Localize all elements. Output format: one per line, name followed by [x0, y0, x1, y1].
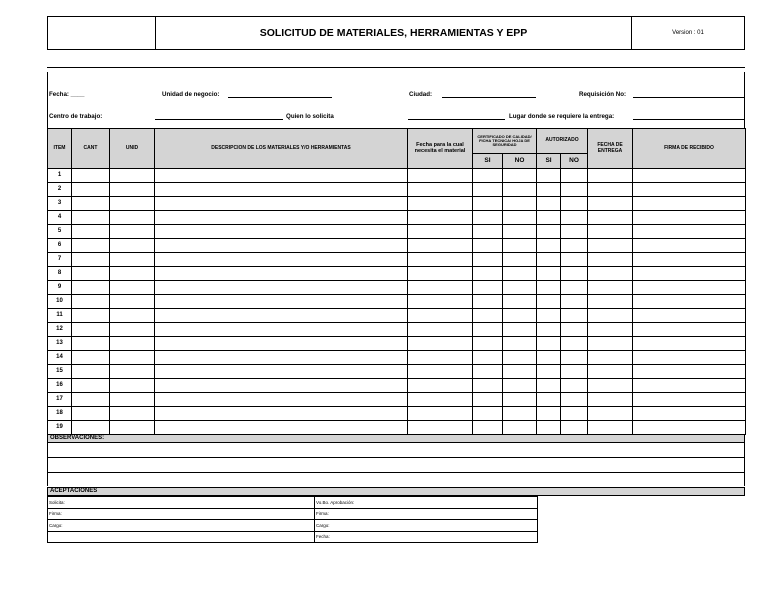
table-cell[interactable] — [155, 365, 408, 379]
table-cell[interactable] — [110, 407, 155, 421]
table-cell[interactable] — [503, 295, 537, 309]
table-cell[interactable] — [633, 225, 746, 239]
table-cell[interactable] — [155, 253, 408, 267]
table-row — [48, 169, 746, 183]
table-cell[interactable] — [588, 211, 633, 225]
table-cell[interactable] — [110, 323, 155, 337]
table-cell[interactable] — [561, 267, 588, 281]
table-cell[interactable] — [588, 421, 633, 435]
quien-label: Quien lo solicita — [286, 113, 334, 120]
table-cell[interactable] — [110, 351, 155, 365]
table-cell[interactable] — [473, 407, 503, 421]
table-cell[interactable] — [408, 365, 473, 379]
table-cell[interactable] — [72, 337, 110, 351]
table-cell[interactable] — [473, 169, 503, 183]
table-cell[interactable] — [633, 323, 746, 337]
table-cell[interactable] — [473, 281, 503, 295]
lugar-field[interactable] — [633, 119, 744, 120]
table-row — [48, 393, 746, 407]
table-cell[interactable] — [588, 337, 633, 351]
table-row — [48, 351, 746, 365]
table-cell[interactable] — [633, 351, 746, 365]
table-cell[interactable] — [588, 365, 633, 379]
table-cell[interactable] — [72, 351, 110, 365]
table-cell[interactable] — [537, 323, 561, 337]
signature-right-cell[interactable]: Firma: — [315, 508, 538, 520]
col-cant: CANT — [72, 129, 110, 169]
table-row — [48, 253, 746, 267]
table-cell[interactable] — [633, 197, 746, 211]
table-cell[interactable] — [473, 365, 503, 379]
table-cell[interactable] — [561, 421, 588, 435]
table-cell[interactable] — [408, 253, 473, 267]
table-row — [48, 197, 746, 211]
table-cell[interactable] — [503, 323, 537, 337]
table-row — [48, 407, 746, 421]
table-cell[interactable] — [561, 169, 588, 183]
aut-no: NO — [561, 154, 588, 169]
table-cell[interactable] — [503, 365, 537, 379]
table-cell[interactable] — [473, 337, 503, 351]
table-cell[interactable] — [588, 351, 633, 365]
table-cell[interactable] — [588, 253, 633, 267]
table-cell[interactable] — [588, 281, 633, 295]
ciudad-label: Ciudad: — [409, 91, 433, 98]
table-cell[interactable] — [72, 379, 110, 393]
table-cell[interactable] — [503, 225, 537, 239]
table-cell[interactable] — [503, 351, 537, 365]
divider — [47, 67, 745, 68]
table-cell[interactable] — [537, 365, 561, 379]
table-cell[interactable] — [503, 393, 537, 407]
requisicion-label: Requisición No: — [579, 91, 627, 98]
table-row — [48, 337, 746, 351]
table-cell[interactable] — [110, 281, 155, 295]
ciudad-field[interactable] — [442, 97, 536, 98]
table-cell[interactable] — [503, 267, 537, 281]
col-autorizado: AUTORIZADO — [537, 129, 588, 154]
table-cell[interactable] — [155, 421, 408, 435]
item-number: 8 — [48, 267, 72, 281]
table-cell[interactable] — [537, 421, 561, 435]
table-cell[interactable] — [473, 309, 503, 323]
table-cell[interactable] — [561, 183, 588, 197]
table-cell[interactable] — [473, 197, 503, 211]
table-cell[interactable] — [110, 211, 155, 225]
table-cell[interactable] — [72, 225, 110, 239]
item-number: 18 — [48, 407, 72, 421]
table-cell[interactable] — [408, 421, 473, 435]
table-cell[interactable] — [408, 281, 473, 295]
table-row — [48, 295, 746, 309]
table-cell[interactable] — [561, 281, 588, 295]
table-cell[interactable] — [633, 379, 746, 393]
table-cell[interactable] — [503, 211, 537, 225]
signature-right-cell[interactable]: Fecha: — [315, 531, 538, 543]
table-cell[interactable] — [110, 393, 155, 407]
col-certificado: CERTIFICADO DE CALIDAD/ FICHA TECNICA/ HOJA DE SEGURIDAD — [473, 129, 537, 154]
info-left-border — [47, 72, 48, 128]
table-row — [48, 183, 746, 197]
col-item: ITEM — [48, 129, 72, 169]
aut-si: SI — [537, 154, 561, 169]
cert-no: NO — [503, 154, 537, 169]
table-cell[interactable] — [473, 379, 503, 393]
item-number: 12 — [48, 323, 72, 337]
table-cell[interactable] — [588, 225, 633, 239]
cert-si: SI — [473, 154, 503, 169]
table-cell[interactable] — [561, 239, 588, 253]
table-cell[interactable] — [473, 351, 503, 365]
table-cell[interactable] — [561, 337, 588, 351]
table-cell[interactable] — [588, 197, 633, 211]
table-cell[interactable] — [72, 169, 110, 183]
table-cell[interactable] — [537, 337, 561, 351]
table-cell[interactable] — [473, 267, 503, 281]
table-cell[interactable] — [537, 407, 561, 421]
table-cell[interactable] — [503, 239, 537, 253]
signature-left-cell[interactable]: Solicita: — [48, 497, 315, 509]
col-unid: UNID — [110, 129, 155, 169]
table-cell[interactable] — [588, 379, 633, 393]
table-cell[interactable] — [561, 225, 588, 239]
item-number: 9 — [48, 281, 72, 295]
table-row — [48, 281, 746, 295]
table-cell[interactable] — [72, 239, 110, 253]
table-cell[interactable] — [72, 197, 110, 211]
table-row — [48, 365, 746, 379]
table-cell[interactable] — [155, 351, 408, 365]
table-cell[interactable] — [72, 323, 110, 337]
table-cell[interactable] — [110, 253, 155, 267]
table-cell[interactable] — [408, 239, 473, 253]
lugar-label: Lugar donde se requiere la entrega: — [509, 113, 615, 120]
centro-label: Centro de trabajo: — [49, 113, 103, 120]
form-header — [47, 16, 745, 50]
form-title: SOLICITUD DE MATERIALES, HERRAMIENTAS Y EPP — [156, 17, 632, 49]
table-cell[interactable] — [473, 253, 503, 267]
table-cell[interactable] — [110, 197, 155, 211]
table-cell[interactable] — [72, 281, 110, 295]
table-cell[interactable] — [110, 337, 155, 351]
table-cell[interactable] — [561, 197, 588, 211]
table-cell[interactable] — [537, 267, 561, 281]
item-number: 3 — [48, 197, 72, 211]
signature-left-cell[interactable]: Cargo: — [48, 520, 315, 532]
items-table — [47, 128, 746, 435]
item-number: 4 — [48, 211, 72, 225]
table-cell[interactable] — [110, 267, 155, 281]
table-cell[interactable] — [503, 337, 537, 351]
table-cell[interactable] — [633, 239, 746, 253]
table-cell[interactable] — [561, 365, 588, 379]
table-cell[interactable] — [537, 225, 561, 239]
table-cell[interactable] — [503, 197, 537, 211]
signature-right-cell[interactable]: Vo.Bo. Aprobación: — [315, 497, 538, 509]
table-cell[interactable] — [633, 169, 746, 183]
table-cell[interactable] — [155, 407, 408, 421]
table-cell[interactable] — [473, 421, 503, 435]
table-cell[interactable] — [110, 379, 155, 393]
table-row — [48, 421, 746, 435]
table-cell[interactable] — [473, 183, 503, 197]
observaciones-header: OBSERVACIONES: — [47, 434, 745, 443]
table-cell[interactable] — [473, 393, 503, 407]
signature-left-cell[interactable]: Firma: — [48, 508, 315, 520]
table-cell[interactable] — [408, 337, 473, 351]
table-cell[interactable] — [588, 407, 633, 421]
table-cell[interactable] — [561, 379, 588, 393]
table-cell[interactable] — [537, 183, 561, 197]
table-row — [48, 211, 746, 225]
signature-row — [48, 508, 538, 520]
table-cell[interactable] — [155, 379, 408, 393]
table-cell[interactable] — [155, 225, 408, 239]
item-number: 19 — [48, 421, 72, 435]
table-cell[interactable] — [503, 281, 537, 295]
table-cell[interactable] — [408, 225, 473, 239]
table-cell[interactable] — [72, 295, 110, 309]
table-cell[interactable] — [588, 295, 633, 309]
table-cell[interactable] — [110, 169, 155, 183]
table-cell[interactable] — [155, 211, 408, 225]
table-cell[interactable] — [537, 253, 561, 267]
info-right-border — [744, 72, 745, 128]
col-fecha-necesita: Fecha para la cual necesita el material — [408, 129, 473, 169]
table-cell[interactable] — [408, 197, 473, 211]
table-cell[interactable] — [72, 211, 110, 225]
table-cell[interactable] — [72, 365, 110, 379]
table-cell[interactable] — [473, 295, 503, 309]
table-cell[interactable] — [408, 323, 473, 337]
table-cell[interactable] — [408, 267, 473, 281]
table-cell[interactable] — [561, 407, 588, 421]
table-cell[interactable] — [537, 393, 561, 407]
table-cell[interactable] — [72, 183, 110, 197]
table-cell[interactable] — [503, 169, 537, 183]
table-cell[interactable] — [503, 379, 537, 393]
table-cell[interactable] — [537, 351, 561, 365]
table-cell[interactable] — [408, 407, 473, 421]
table-cell[interactable] — [633, 337, 746, 351]
table-cell[interactable] — [588, 183, 633, 197]
table-cell[interactable] — [473, 225, 503, 239]
item-number: 14 — [48, 351, 72, 365]
item-number: 10 — [48, 295, 72, 309]
table-cell[interactable] — [537, 211, 561, 225]
table-cell[interactable] — [537, 379, 561, 393]
table-cell[interactable] — [110, 309, 155, 323]
signature-left-cell[interactable] — [48, 531, 315, 543]
aceptaciones-table — [47, 496, 538, 543]
table-cell[interactable] — [110, 365, 155, 379]
table-cell[interactable] — [537, 295, 561, 309]
centro-field[interactable] — [155, 119, 283, 120]
table-cell[interactable] — [537, 169, 561, 183]
table-cell[interactable] — [155, 183, 408, 197]
signature-row — [48, 497, 538, 509]
table-cell[interactable] — [408, 295, 473, 309]
table-cell[interactable] — [155, 393, 408, 407]
table-row — [48, 267, 746, 281]
table-cell[interactable] — [155, 295, 408, 309]
table-cell[interactable] — [537, 309, 561, 323]
item-number: 2 — [48, 183, 72, 197]
table-cell[interactable] — [561, 309, 588, 323]
table-cell[interactable] — [561, 323, 588, 337]
table-cell[interactable] — [155, 337, 408, 351]
table-cell[interactable] — [537, 197, 561, 211]
table-cell[interactable] — [588, 323, 633, 337]
item-number: 17 — [48, 393, 72, 407]
unidad-label: Unidad de negocio: — [162, 91, 220, 98]
table-cell[interactable] — [633, 365, 746, 379]
version-label: Version : 01 — [672, 30, 704, 36]
col-descripcion: DESCRIPCION DE LOS MATERIALES Y/O HERRAMIENTAS — [155, 129, 408, 169]
item-number: 1 — [48, 169, 72, 183]
table-cell[interactable] — [561, 211, 588, 225]
table-cell[interactable] — [110, 421, 155, 435]
item-number: 7 — [48, 253, 72, 267]
requisicion-field[interactable] — [633, 97, 744, 98]
item-number: 11 — [48, 309, 72, 323]
table-cell[interactable] — [72, 309, 110, 323]
table-cell[interactable] — [473, 239, 503, 253]
table-cell[interactable] — [633, 253, 746, 267]
table-cell[interactable] — [473, 323, 503, 337]
table-cell[interactable] — [588, 309, 633, 323]
fecha-label: Fecha: ____ — [49, 91, 85, 98]
table-cell[interactable] — [588, 169, 633, 183]
table-cell[interactable] — [155, 197, 408, 211]
table-row — [48, 239, 746, 253]
table-cell[interactable] — [561, 393, 588, 407]
table-cell[interactable] — [72, 267, 110, 281]
table-cell[interactable] — [633, 211, 746, 225]
table-cell[interactable] — [503, 253, 537, 267]
table-cell[interactable] — [155, 239, 408, 253]
table-cell[interactable] — [72, 393, 110, 407]
table-cell[interactable] — [633, 267, 746, 281]
table-cell[interactable] — [110, 295, 155, 309]
table-cell[interactable] — [633, 295, 746, 309]
table-cell[interactable] — [155, 267, 408, 281]
table-cell[interactable] — [72, 421, 110, 435]
table-cell[interactable] — [537, 239, 561, 253]
table-row — [48, 225, 746, 239]
table-cell[interactable] — [561, 253, 588, 267]
table-cell[interactable] — [633, 393, 746, 407]
unidad-field[interactable] — [228, 97, 332, 98]
table-cell[interactable] — [408, 393, 473, 407]
table-cell[interactable] — [408, 169, 473, 183]
table-cell[interactable] — [588, 239, 633, 253]
item-number: 16 — [48, 379, 72, 393]
table-row — [48, 309, 746, 323]
table-cell[interactable] — [473, 211, 503, 225]
table-cell[interactable] — [408, 309, 473, 323]
item-number: 13 — [48, 337, 72, 351]
table-cell[interactable] — [503, 421, 537, 435]
col-firma: FIRMA DE RECIBIDO — [633, 129, 746, 169]
item-number: 5 — [48, 225, 72, 239]
table-row — [48, 323, 746, 337]
table-row — [48, 379, 746, 393]
table-cell[interactable] — [503, 309, 537, 323]
table-cell[interactable] — [633, 309, 746, 323]
table-cell[interactable] — [588, 393, 633, 407]
table-cell[interactable] — [537, 281, 561, 295]
table-cell[interactable] — [503, 407, 537, 421]
table-cell[interactable] — [110, 225, 155, 239]
table-cell[interactable] — [155, 323, 408, 337]
table-cell[interactable] — [633, 281, 746, 295]
table-cell[interactable] — [155, 281, 408, 295]
col-fecha-entrega: FECHA DE ENTREGA — [588, 129, 633, 169]
table-cell[interactable] — [110, 239, 155, 253]
signature-row — [48, 531, 538, 543]
table-cell[interactable] — [633, 407, 746, 421]
table-cell[interactable] — [155, 169, 408, 183]
table-cell[interactable] — [633, 183, 746, 197]
table-cell[interactable] — [408, 211, 473, 225]
table-cell[interactable] — [503, 183, 537, 197]
table-cell[interactable] — [110, 183, 155, 197]
table-cell[interactable] — [72, 407, 110, 421]
table-cell[interactable] — [408, 379, 473, 393]
table-cell[interactable] — [408, 351, 473, 365]
logo-cell — [48, 17, 156, 49]
signature-right-cell[interactable]: Cargo: — [315, 520, 538, 532]
quien-field[interactable] — [408, 119, 505, 120]
table-cell[interactable] — [561, 351, 588, 365]
table-cell[interactable] — [408, 183, 473, 197]
table-cell[interactable] — [561, 295, 588, 309]
aceptaciones-header: ACEPTACIONES — [47, 487, 745, 496]
observaciones-area[interactable] — [47, 443, 745, 486]
signature-row — [48, 520, 538, 532]
table-cell[interactable] — [633, 421, 746, 435]
table-cell[interactable] — [588, 267, 633, 281]
item-number: 15 — [48, 365, 72, 379]
table-cell[interactable] — [155, 309, 408, 323]
item-number: 6 — [48, 239, 72, 253]
table-cell[interactable] — [72, 253, 110, 267]
